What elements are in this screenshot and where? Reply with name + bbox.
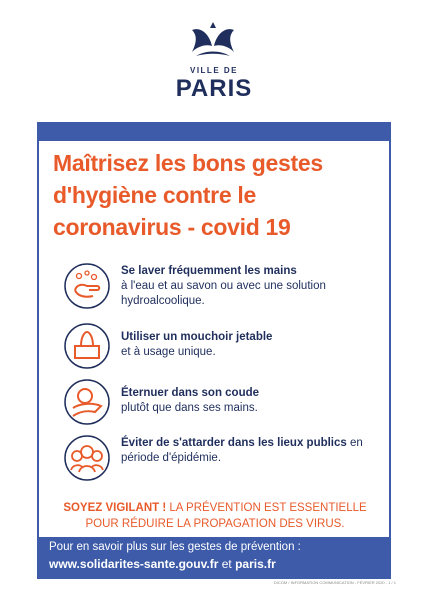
footer-and: et [221,557,232,571]
footer-links [49,557,276,571]
gesture-text [121,386,371,416]
gesture-detail: à l'eau et au savon ou avec une solution hydroalcoolique. [121,280,326,307]
gesture-public-places [63,434,373,484]
poster [37,122,391,579]
tissue-box-icon [63,322,111,370]
gesture-detail: en période d'épidémie. [121,437,363,464]
gesture-text [121,264,371,309]
title-line-3: coronavirus - covid 19 [53,214,291,240]
gesture-text [121,436,371,466]
hand-washing-icon [63,262,111,310]
gesture-text [121,330,371,360]
gesture-detail: et à usage unique. [121,346,216,358]
logo-ville-de: VILLE DE [189,66,238,75]
gesture-sneeze [63,378,373,428]
link-paris-fr[interactable]: paris.fr [235,557,276,571]
vigilance-heading: SOYEZ VIGILANT ! [63,502,167,514]
crowd-icon [63,434,111,482]
link-solidarites-sante[interactable]: www.solidarites-sante.gouv.fr [49,557,219,571]
logo-paris: PARIS [175,75,253,102]
gesture-heading: Utiliser un mouchoir jetable [121,331,273,343]
gesture-heading: Éternuer dans son coude [121,387,260,399]
vigilance-text: LA PRÉVENTION EST ESSENTIELLE POUR RÉDUIRE LA PROPAGATION DES VIRUS. [85,502,367,530]
poster-footer [39,537,389,577]
poster-title [53,147,383,243]
fine-print: DICOM / INFORMATION COMMUNICATION - FÉVRIER 2020 - 1 / 1 [273,580,396,585]
header [0,0,428,122]
gesture-tissue [63,322,373,372]
gesture-heading: Éviter de s'attarder dans les lieux publics [121,437,347,449]
vigilance-message [49,500,381,532]
gesture-hand-washing [63,262,373,312]
title-line-2: d'hygiène contre le [53,182,256,208]
sneeze-elbow-icon [63,378,111,426]
paris-ship-icon [188,22,238,66]
gesture-heading: Se laver fréquemment les mains [121,265,297,277]
footer-intro: Pour en savoir plus sur les gestes de prévention : [49,541,301,553]
gesture-detail: plutôt que dans ses mains. [121,402,258,414]
poster-top-bar [39,124,389,141]
title-line-1: Maîtrisez les bons gestes [53,150,323,176]
